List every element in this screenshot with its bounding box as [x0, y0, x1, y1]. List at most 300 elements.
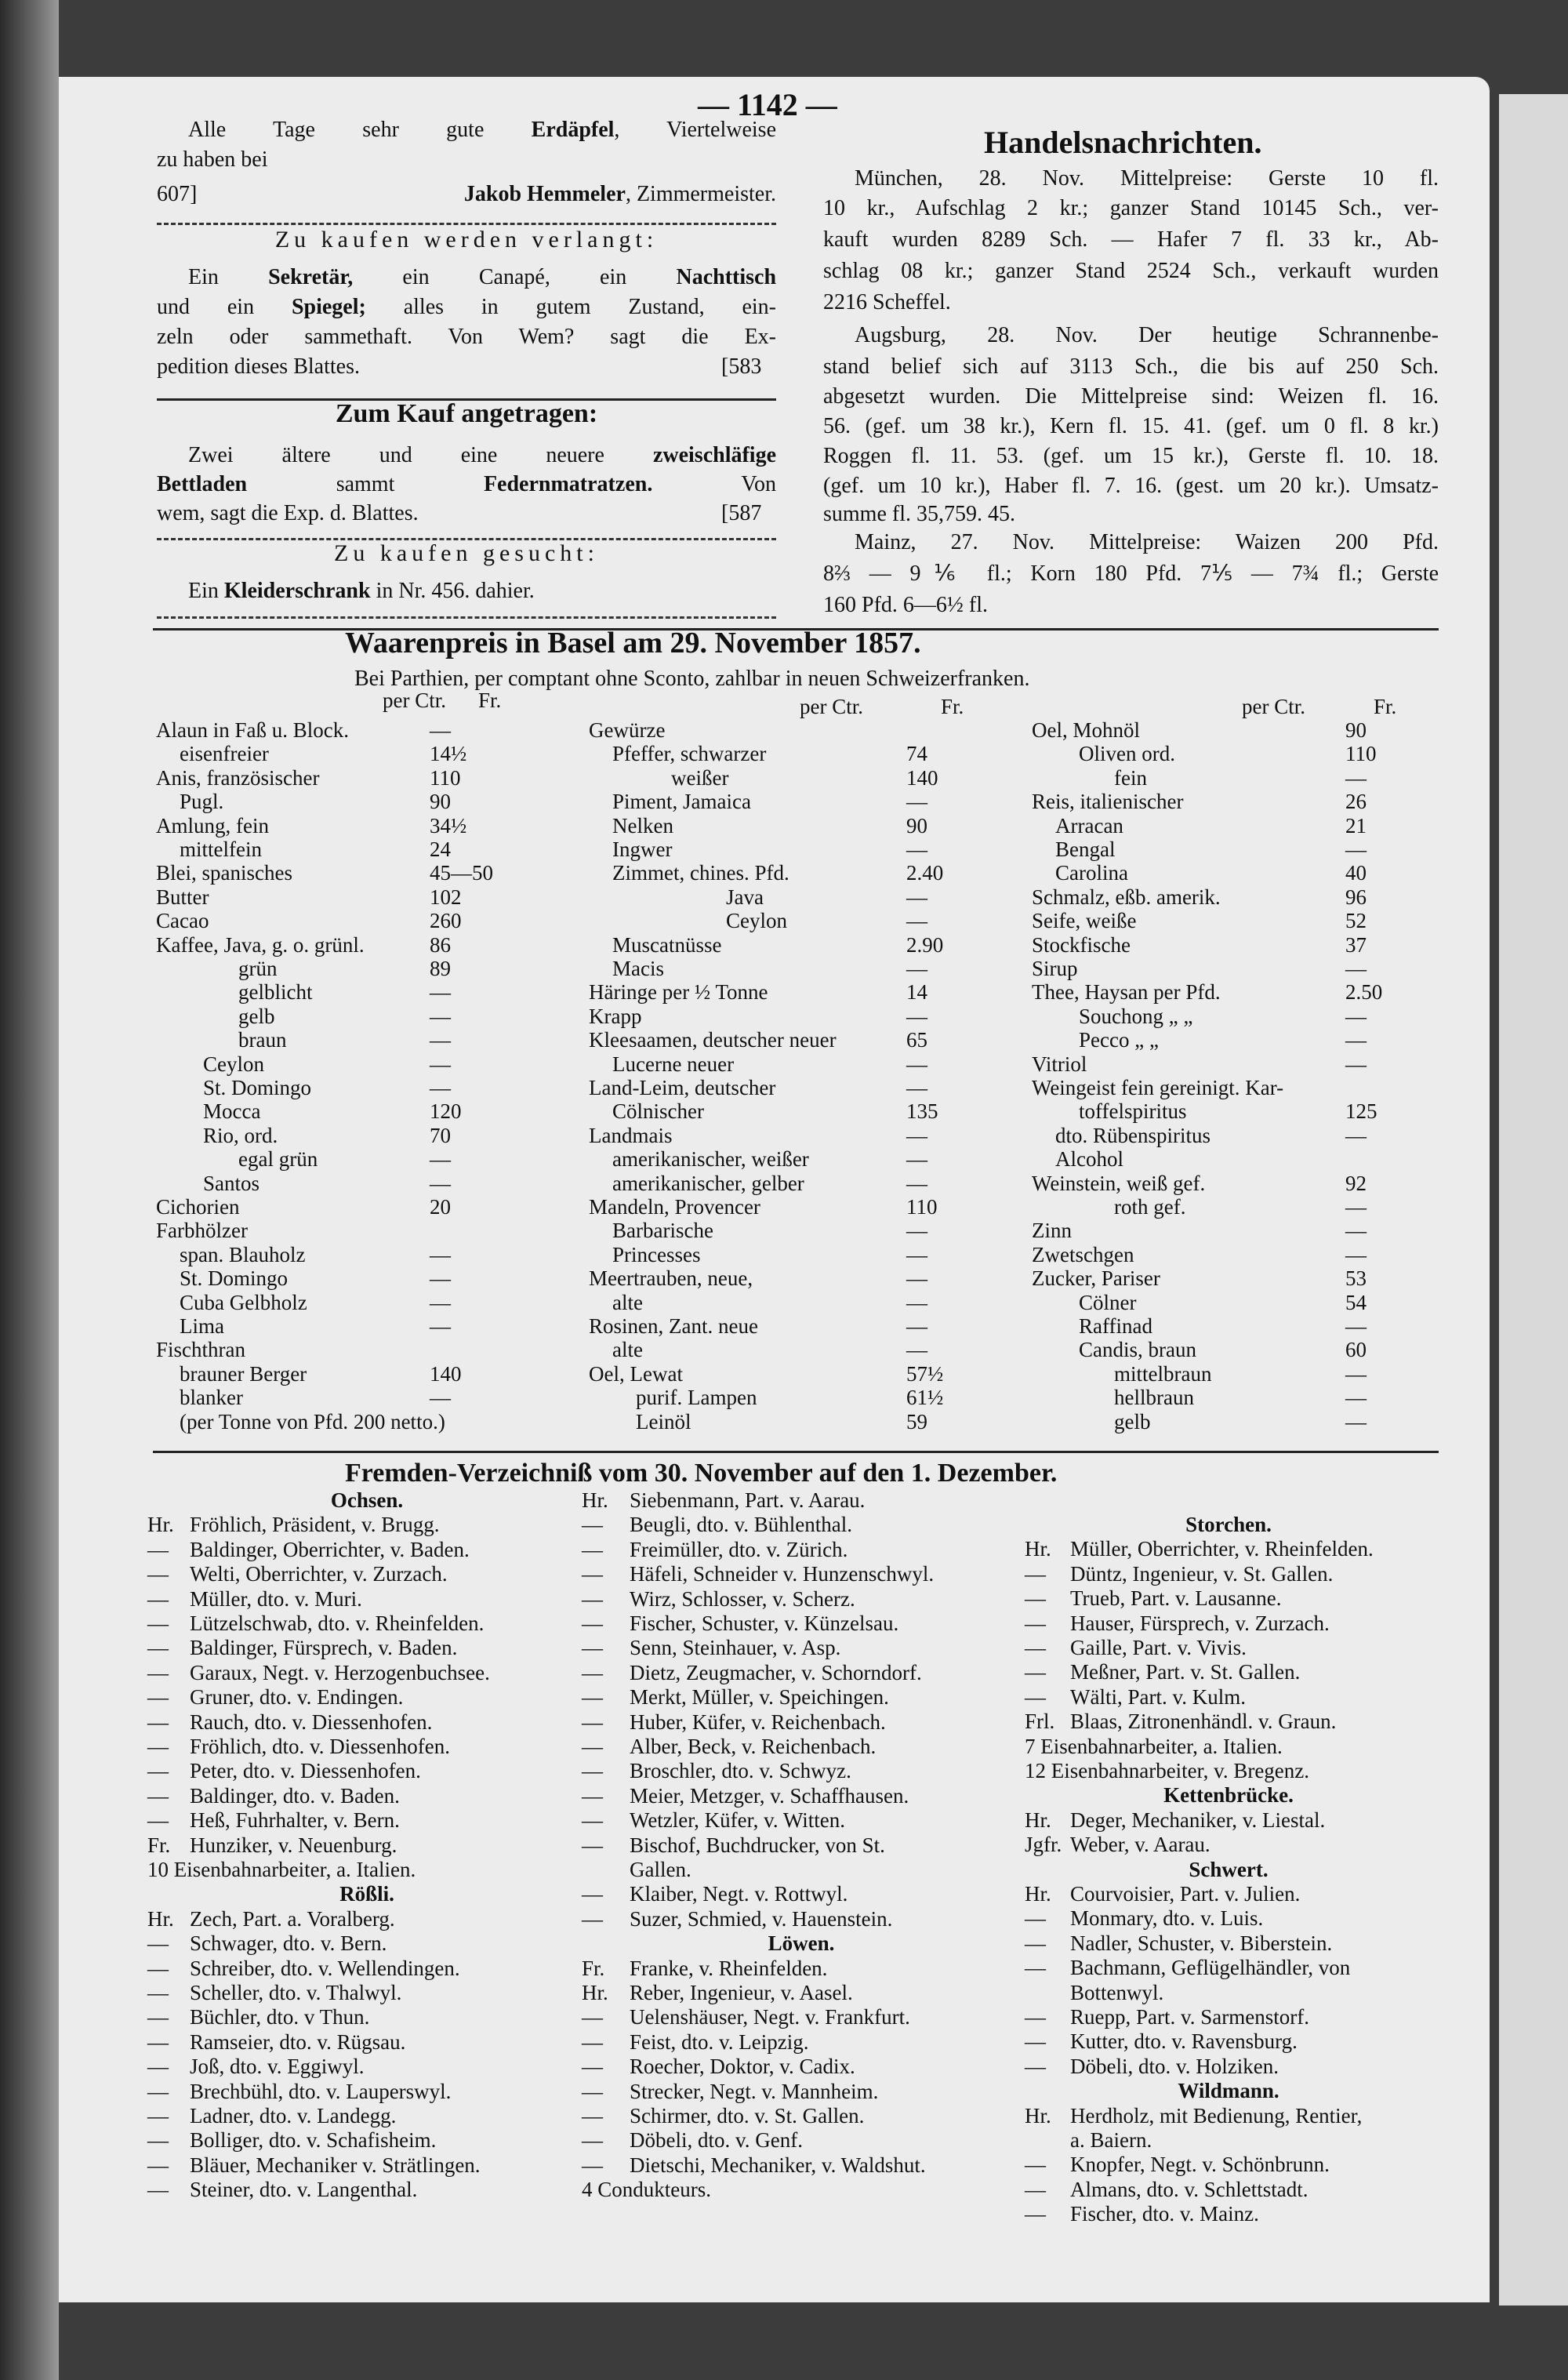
guest-prefix: Hr.	[147, 1513, 174, 1537]
page-number: — 1142 —	[698, 87, 837, 122]
guest-prefix: —	[147, 1710, 169, 1734]
news-text-line: kauft wurden 8289 Sch. — Hafer 7 fl. 33 kr., Ab-	[823, 227, 1439, 252]
guest-prefix: Frl.	[1025, 1710, 1055, 1734]
commodity-name: Thee, Haysan per Pfd.	[1032, 980, 1221, 1005]
commodity-price: —	[906, 1171, 927, 1195]
guest-prefix: —	[147, 1562, 169, 1586]
guest-entry: Broschler, dto. v. Schwyz.	[630, 1759, 851, 1783]
text-segment: sammt	[247, 472, 484, 496]
commodity-name: Rio, ord.	[203, 1123, 278, 1147]
commodity-price: 21	[1345, 813, 1367, 838]
guest-entry: Huber, Küfer, v. Reichenbach.	[630, 1710, 886, 1734]
commodity-price: —	[906, 1290, 927, 1314]
guest-entry: Fröhlich, Präsident, v. Brugg.	[190, 1513, 440, 1537]
commodity-price: —	[430, 1004, 451, 1028]
commodity-price: 120	[430, 1099, 462, 1124]
commodity-price: 37	[1345, 932, 1367, 957]
commodity-price: 45—50	[430, 861, 493, 885]
guest-prefix: —	[582, 1562, 603, 1586]
commodity-name: Piment, Jamaica	[612, 790, 751, 814]
commodity-name: Carolina	[1055, 861, 1128, 885]
commodity-name: mittelbraun	[1114, 1361, 1212, 1386]
news-text-line: 56. (gef. um 38 kr.), Kern fl. 15. 41. (gef. um 0 fl. 8 kr.)	[823, 414, 1439, 438]
commodity-name: Häringe per ½ Tonne	[589, 980, 768, 1005]
commodity-name: Santos	[203, 1171, 260, 1195]
hotel-name: Rößli.	[339, 1882, 394, 1906]
commodity-price: —	[1345, 1052, 1367, 1076]
commodity-price: 24	[430, 838, 451, 861]
commodity-name: Vitriol	[1032, 1052, 1087, 1076]
hotel-name: Schwert.	[1189, 1857, 1269, 1881]
guest-prefix: —	[147, 1611, 169, 1635]
commodity-price: 2.90	[906, 932, 944, 957]
commodity-name: Gewürze	[589, 718, 666, 742]
ad-text-line	[188, 265, 776, 290]
commodity-name: brauner Berger	[180, 1361, 307, 1386]
guest-entry: Beugli, dto. v. Bühlenthal.	[630, 1513, 852, 1537]
hotel-name: Löwen.	[768, 1931, 835, 1956]
hotel-name: Ochsen.	[330, 1488, 404, 1512]
guest-entry: 10 Eisenbahnarbeiter, a. Italien.	[147, 1858, 416, 1881]
guest-prefix: —	[582, 1833, 603, 1857]
guest-prefix: —	[147, 1931, 169, 1956]
guest-prefix: —	[582, 2104, 603, 2127]
guest-prefix: Fr.	[147, 1833, 171, 1857]
commodity-name: Landmais	[589, 1123, 673, 1147]
ad-heading: Zu kaufen gesucht:	[334, 540, 599, 566]
commodity-name: Kleesaamen, deutscher neuer	[589, 1028, 837, 1052]
guest-prefix: —	[147, 1808, 169, 1833]
text-segment: in Nr. 456. dahier.	[370, 579, 535, 603]
commodity-price: 90	[1345, 718, 1367, 742]
commodity-price: —	[1345, 1123, 1367, 1147]
commodity-name: Lima	[180, 1314, 224, 1338]
guest-entry: Ladner, dto. v. Landegg.	[190, 2104, 397, 2127]
commodity-price: —	[906, 1147, 927, 1172]
news-text-line: 160 Pfd. 6—6½ fl.	[823, 593, 988, 617]
commodity-name: Butter	[156, 885, 209, 909]
guest-prefix: —	[147, 2178, 169, 2202]
commodity-name: Candis, braun	[1079, 1338, 1196, 1362]
commodity-price: —	[906, 957, 927, 980]
commodity-price: 140	[430, 1361, 462, 1386]
commodity-price: 57½	[906, 1361, 944, 1386]
guest-prefix: Jgfr.	[1025, 1833, 1062, 1857]
ad-text-line	[157, 354, 776, 380]
text-segment: Alle Tage sehr gute	[188, 118, 532, 142]
guest-prefix: —	[1025, 1931, 1046, 1955]
book-binding-edge	[0, 0, 59, 2380]
guest-prefix: —	[582, 2055, 603, 2079]
text-segment: zu haben bei	[157, 147, 268, 172]
guest-prefix: —	[1025, 1660, 1046, 1684]
commodity-name: Bengal	[1055, 838, 1116, 861]
commodity-name: Farbhölzer	[156, 1219, 248, 1243]
guest-prefix: —	[582, 1735, 603, 1758]
guest-entry: Büchler, dto. v Thun.	[190, 2005, 370, 2029]
commodity-name: Anis, französischer	[156, 765, 320, 790]
commodity-price: 14½	[430, 742, 467, 766]
guest-prefix: —	[582, 1586, 603, 1611]
commodity-name: gelb	[238, 1004, 275, 1028]
commodity-name: Zimmet, chines. Pfd.	[612, 861, 789, 885]
guest-entry: Baldinger, dto. v. Baden.	[190, 1783, 400, 1808]
guest-entry: Schreiber, dto. v. Wellendingen.	[190, 1956, 460, 1980]
guest-entry: Siebenmann, Part. v. Aarau.	[630, 1488, 866, 1512]
commodity-price: —	[430, 1386, 451, 1410]
commodity-name: Reis, italienischer	[1032, 790, 1184, 814]
commodity-price: 40	[1345, 861, 1367, 885]
commodity-name: Muscatnüsse	[612, 932, 722, 957]
commodity-price: 2.40	[906, 861, 944, 885]
commodity-price: —	[906, 1314, 927, 1338]
commodity-name: Oel, Mohnöl	[1032, 718, 1140, 742]
guest-prefix: —	[582, 1808, 603, 1833]
currency-header: Fr.	[1374, 695, 1397, 718]
commodity-name: Princesses	[612, 1242, 701, 1266]
commodity-name: Ceylon	[726, 909, 787, 933]
commodity-name: Barbarische	[612, 1219, 713, 1243]
commodity-price: —	[906, 885, 927, 909]
commodity-price: —	[1345, 1314, 1367, 1338]
commodity-price: —	[1345, 1028, 1367, 1052]
guest-prefix: —	[147, 1660, 169, 1684]
guest-prefix: —	[1025, 2054, 1046, 2078]
price-list-title: Waarenpreis in Basel am 29. November 1857.	[345, 627, 921, 659]
guest-entry: Schirmer, dto. v. St. Gallen.	[630, 2104, 865, 2127]
commodity-name: gelblicht	[238, 980, 313, 1005]
commodity-name: Rosinen, Zant. neue	[589, 1314, 758, 1338]
commodity-name: Kaffee, Java, g. o. grünl.	[156, 932, 365, 957]
guest-entry: Welti, Oberrichter, v. Zurzach.	[190, 1562, 448, 1586]
guest-entry: Kutter, dto. v. Ravensburg.	[1070, 2029, 1298, 2054]
commodity-name: Pugl.	[180, 790, 224, 814]
text-segment: pedition dieses Blattes.	[157, 354, 360, 379]
guest-prefix: —	[582, 1513, 603, 1537]
commodity-price: —	[1345, 1004, 1367, 1028]
commodity-name: Weinstein, weiß gef.	[1032, 1171, 1206, 1195]
commodity-price: 92	[1345, 1171, 1367, 1195]
commodity-name: Zucker, Pariser	[1032, 1266, 1160, 1291]
commodity-price: —	[430, 1314, 451, 1338]
commodity-name: amerikanischer, weißer	[612, 1147, 809, 1172]
commodity-price: —	[906, 909, 927, 933]
guest-prefix: —	[1025, 2202, 1046, 2226]
unit-header: per Ctr.	[800, 695, 863, 718]
commodity-name: Zinn	[1032, 1219, 1072, 1243]
guest-prefix: —	[147, 1783, 169, 1808]
commodity-name: Sirup	[1032, 957, 1078, 980]
commodity-name: Cichorien	[156, 1195, 240, 1219]
visitors-list-title: Fremden-Verzeichniß vom 30. November auf den 1. Dezember.	[345, 1459, 1058, 1488]
commodity-price: —	[430, 1242, 451, 1266]
commodity-name: purif. Lampen	[636, 1386, 757, 1410]
guest-entry: Peter, dto. v. Diessenhofen.	[190, 1759, 421, 1783]
guest-prefix: —	[147, 1636, 169, 1660]
commodity-price: 61½	[906, 1386, 944, 1410]
guest-prefix: Hr.	[582, 1488, 608, 1512]
guest-prefix: —	[1025, 2177, 1046, 2201]
guest-entry: Senn, Steinhauer, v. Asp.	[630, 1636, 841, 1660]
guest-entry: Strecker, Negt. v. Mannheim.	[630, 2079, 879, 2103]
commodity-name: Meertrauben, neue,	[589, 1266, 753, 1291]
guest-prefix: —	[582, 2079, 603, 2103]
commodity-price: —	[906, 1052, 927, 1076]
commodity-price: 125	[1345, 1099, 1377, 1124]
guest-prefix: —	[582, 1636, 603, 1660]
guest-prefix: —	[147, 1735, 169, 1758]
commodity-price: 110	[1345, 742, 1377, 766]
bold-text: zweischläfige	[652, 443, 776, 467]
guest-prefix: —	[1025, 1636, 1046, 1659]
guest-prefix: Hr.	[147, 1906, 174, 1931]
unit-header: per Ctr.	[1242, 695, 1305, 718]
commodity-name: Oel, Lewat	[589, 1361, 683, 1386]
commodity-price: —	[906, 1123, 927, 1147]
guest-entry: Merkt, Müller, v. Speichingen.	[630, 1685, 889, 1710]
commodity-name: Souchong „ „	[1079, 1004, 1193, 1028]
commodity-price: —	[906, 838, 927, 861]
guest-entry: Trueb, Part. v. Lausanne.	[1070, 1586, 1282, 1611]
guest-entry: Hunziker, v. Neuenburg.	[190, 1833, 397, 1857]
guest-prefix: Hr.	[1025, 2103, 1051, 2127]
guest-entry: Döbeli, dto. v. Genf.	[630, 2128, 803, 2153]
hotel-name: Storchen.	[1185, 1513, 1272, 1536]
ad-divider	[157, 616, 776, 619]
commodity-name: Mocca	[203, 1099, 261, 1124]
text-segment: alles in gutem Zustand, ein-	[365, 295, 776, 319]
guest-entry: Reber, Ingenieur, v. Aasel.	[630, 1981, 853, 2004]
guest-entry: Garaux, Negt. v. Herzogenbuchsee.	[190, 1660, 490, 1684]
text-segment: und ein	[157, 295, 292, 319]
guest-entry: Nadler, Schuster, v. Biberstein.	[1070, 1931, 1333, 1955]
guest-prefix: —	[147, 2055, 169, 2079]
guest-entry: 4 Condukteurs.	[582, 2178, 711, 2202]
guest-prefix: —	[1025, 1956, 1046, 1980]
commodity-name: Amlung, fein	[156, 813, 269, 838]
adjacent-page-edge	[1499, 94, 1568, 2306]
commodity-price: —	[906, 790, 927, 814]
commodity-price: 140	[906, 765, 938, 790]
guest-entry: Häfeli, Schneider v. Hunzenschwyl.	[630, 1562, 935, 1586]
commodity-price: 2.50	[1345, 980, 1383, 1005]
commodity-price: 260	[430, 909, 462, 933]
guest-prefix: —	[147, 1685, 169, 1710]
commodity-name: St. Domingo	[203, 1076, 312, 1099]
commodity-price: —	[1345, 1219, 1367, 1243]
guest-prefix: —	[147, 2005, 169, 2029]
guest-entry: a. Baiern.	[1070, 2128, 1152, 2152]
commodity-price: —	[430, 1052, 451, 1076]
guest-entry: Bachmann, Geflügelhändler, von	[1070, 1956, 1351, 1980]
guest-entry: 7 Eisenbahnarbeiter, a. Italien.	[1025, 1734, 1283, 1758]
guest-entry: Knopfer, Negt. v. Schönbrunn.	[1070, 2153, 1330, 2177]
commodity-price: —	[906, 1242, 927, 1266]
guest-entry: Ruepp, Part. v. Sarmenstorf.	[1070, 2005, 1309, 2029]
guest-prefix: —	[147, 2079, 169, 2103]
commodity-name: Land-Leim, deutscher	[589, 1076, 776, 1099]
guest-prefix: —	[1025, 2153, 1046, 2177]
guest-entry: Wetzler, Küfer, v. Witten.	[630, 1808, 845, 1833]
guest-prefix: —	[582, 1759, 603, 1783]
commodity-name: Macis	[612, 957, 664, 980]
commodity-name: Arracan	[1055, 813, 1123, 838]
text-segment: , Viertelweise	[614, 118, 776, 142]
guest-entry: Müller, Oberrichter, v. Rheinfelden.	[1070, 1537, 1374, 1561]
commodity-price: 14	[906, 980, 927, 1005]
text-segment: Ein	[188, 579, 224, 603]
commodity-name: Cuba Gelbholz	[180, 1290, 307, 1314]
text-segment: ein Canapé, ein	[353, 265, 677, 289]
guest-entry: Wälti, Part. v. Kulm.	[1070, 1684, 1246, 1709]
commodity-name: blanker	[180, 1386, 243, 1410]
commodity-name: dto. Rübenspiritus	[1055, 1123, 1211, 1147]
commodity-price: —	[906, 1219, 927, 1243]
guest-prefix: —	[582, 1685, 603, 1710]
guest-prefix: —	[582, 1783, 603, 1808]
commodity-price: 20	[430, 1195, 451, 1219]
guest-prefix: —	[1025, 2029, 1046, 2054]
commodity-name: Weingeist fein gereinigt. Kar-	[1032, 1076, 1284, 1099]
commodity-name: Leinöl	[636, 1409, 691, 1433]
guest-entry: Lützelschwab, dto. v. Rheinfelden.	[190, 1611, 485, 1635]
guest-entry: Bolliger, dto. v. Schafisheim.	[190, 2128, 437, 2153]
commodity-name: Cölner	[1079, 1290, 1137, 1314]
guest-entry: Fischer, dto. v. Mainz.	[1070, 2202, 1259, 2226]
text-segment: wem, sagt die Exp. d. Blattes.	[157, 501, 419, 525]
guest-prefix: —	[147, 2128, 169, 2153]
guest-entry: Rauch, dto. v. Diessenhofen.	[190, 1710, 433, 1734]
guest-entry: Fischer, Schuster, v. Künzelsau.	[630, 1611, 899, 1635]
commodity-name: Fischthran	[156, 1338, 245, 1362]
guest-entry: Monmary, dto. v. Luis.	[1070, 1906, 1264, 1931]
commodity-price: 96	[1345, 885, 1367, 909]
guest-prefix: —	[147, 2104, 169, 2127]
commodity-price: —	[430, 718, 451, 742]
guest-entry: Bläuer, Mechaniker v. Strätlingen.	[190, 2153, 481, 2177]
text-segment: Ein	[188, 265, 269, 289]
hotel-name: Wildmann.	[1178, 2079, 1279, 2103]
guest-prefix: —	[582, 1906, 603, 1931]
commodity-price: 34½	[430, 813, 467, 838]
guest-entry: Döbeli, dto. v. Holziken.	[1070, 2054, 1279, 2078]
guest-entry: Zech, Part. a. Voralberg.	[190, 1906, 395, 1931]
commodity-name: Ceylon	[203, 1052, 264, 1076]
guest-entry: Joß, dto. v. Eggiwyl.	[190, 2055, 365, 2079]
ad-text-line	[188, 579, 535, 604]
commodity-name: Zwetschgen	[1032, 1242, 1134, 1266]
unit-header: per Ctr.	[383, 689, 446, 712]
guest-prefix: —	[582, 2005, 603, 2029]
commodity-price: —	[1345, 838, 1367, 861]
commodity-name: (per Tonne von Pfd. 200 netto.)	[180, 1409, 445, 1433]
commodity-name: Mandeln, Provencer	[589, 1195, 760, 1219]
news-text-line: Roggen fl. 11. 53. (gef. um 15 kr.), Gerste fl. 10. 18.	[823, 444, 1439, 468]
commodity-price: 70	[430, 1123, 451, 1147]
ad-divider	[157, 223, 776, 225]
news-text-line: abgesetzt wurden. Die Mittelpreise sind: Weizen fl. 16.	[823, 384, 1439, 409]
commodity-name: mittelfein	[180, 838, 262, 861]
commodity-name: Stockfische	[1032, 932, 1131, 957]
guest-prefix: —	[582, 1710, 603, 1734]
guest-prefix: —	[147, 1956, 169, 1980]
ad-text-line	[157, 147, 268, 173]
news-text-line: München, 28. Nov. Mittelpreise: Gerste 10 fl.	[855, 166, 1439, 191]
guest-entry: Courvoisier, Part. v. Julien.	[1070, 1882, 1301, 1906]
text-segment: , Zimmermeister.	[625, 182, 776, 206]
guest-entry: Bottenwyl.	[1070, 1980, 1164, 2004]
commodity-price: 60	[1345, 1338, 1367, 1362]
guest-entry: Düntz, Ingenieur, v. St. Gallen.	[1070, 1561, 1334, 1586]
guest-prefix: —	[582, 2153, 603, 2177]
bold-text: Kleiderschrank	[223, 579, 371, 603]
commodity-price: —	[906, 1076, 927, 1099]
commodity-price: 59	[906, 1409, 927, 1433]
guest-prefix: —	[1025, 1586, 1046, 1611]
guest-entry: Roecher, Doktor, v. Cadix.	[630, 2055, 855, 2079]
guest-prefix: Hr.	[1025, 1882, 1051, 1906]
commodity-name: roth gef.	[1114, 1195, 1186, 1219]
commodity-name: gelb	[1114, 1409, 1151, 1433]
text-segment: Zwei ältere und eine neuere	[188, 443, 653, 467]
currency-header: Fr.	[478, 689, 502, 712]
guest-entry: Gallen.	[630, 1858, 691, 1881]
guest-prefix: —	[1025, 1906, 1046, 1931]
commodity-price: —	[430, 1028, 451, 1052]
commodity-price: 110	[906, 1195, 938, 1219]
guest-entry: Alber, Beck, v. Reichenbach.	[630, 1735, 877, 1758]
commodity-price: —	[430, 1076, 451, 1099]
bold-text: Jakob Hemmeler	[463, 182, 626, 206]
ad-reference-number: [583	[721, 354, 762, 379]
commodity-name: Cacao	[156, 909, 209, 933]
commodity-name: weißer	[671, 765, 729, 790]
guest-entry: Ramseier, dto. v. Rügsau.	[190, 2029, 406, 2054]
guest-entry: Weber, v. Aarau.	[1070, 1833, 1210, 1857]
bold-text: Sekretär,	[268, 265, 354, 289]
commodity-name: Alcohol	[1055, 1147, 1123, 1172]
guest-entry: Wirz, Schlosser, v. Scherz.	[630, 1586, 855, 1611]
price-list-subtitle: Bei Parthien, per comptant ohne Sconto, zahlbar in neuen Schweizerfranken.	[354, 667, 1030, 691]
guest-prefix: —	[1025, 1561, 1046, 1586]
guest-entry: Scheller, dto. v. Thalwyl.	[190, 1981, 402, 2004]
guest-prefix: —	[582, 2029, 603, 2054]
commodity-name: eisenfreier	[180, 742, 269, 766]
commodity-price: 89	[430, 957, 451, 980]
commodity-name: Cölnischer	[612, 1099, 704, 1124]
commodity-price: —	[1345, 1242, 1367, 1266]
commodity-price: 110	[430, 765, 461, 790]
commodity-price: 86	[430, 932, 451, 957]
guest-entry: Klaiber, Negt. v. Rottwyl.	[630, 1882, 848, 1906]
guest-prefix: —	[582, 2128, 603, 2153]
commodity-price: 135	[906, 1099, 938, 1124]
guest-prefix: —	[582, 1660, 603, 1684]
section-divider	[153, 1451, 1439, 1453]
news-text-line: 8⅔ — 9⅙ fl.; Korn 180 Pfd. 7⅕ — 7¾ fl.; Gerste	[823, 561, 1439, 586]
currency-header: Fr.	[941, 695, 964, 718]
news-text-line: 2216 Scheffel.	[823, 290, 951, 314]
commodity-name: toffelspiritus	[1079, 1099, 1187, 1124]
guest-prefix: —	[147, 2153, 169, 2177]
hotel-name: Kettenbrücke.	[1163, 1783, 1294, 1808]
news-text-line: summe fl. 35,759. 45.	[823, 502, 1015, 526]
guest-entry: Uelenshäuser, Negt. v. Frankfurt.	[630, 2005, 910, 2029]
guest-entry: Gaille, Part. v. Vivis.	[1070, 1636, 1247, 1659]
guest-prefix: —	[582, 1537, 603, 1561]
text-segment: zeln oder sammethaft. Von Wem? sagt die Ex-	[157, 325, 776, 349]
commodity-price: 102	[430, 885, 462, 909]
